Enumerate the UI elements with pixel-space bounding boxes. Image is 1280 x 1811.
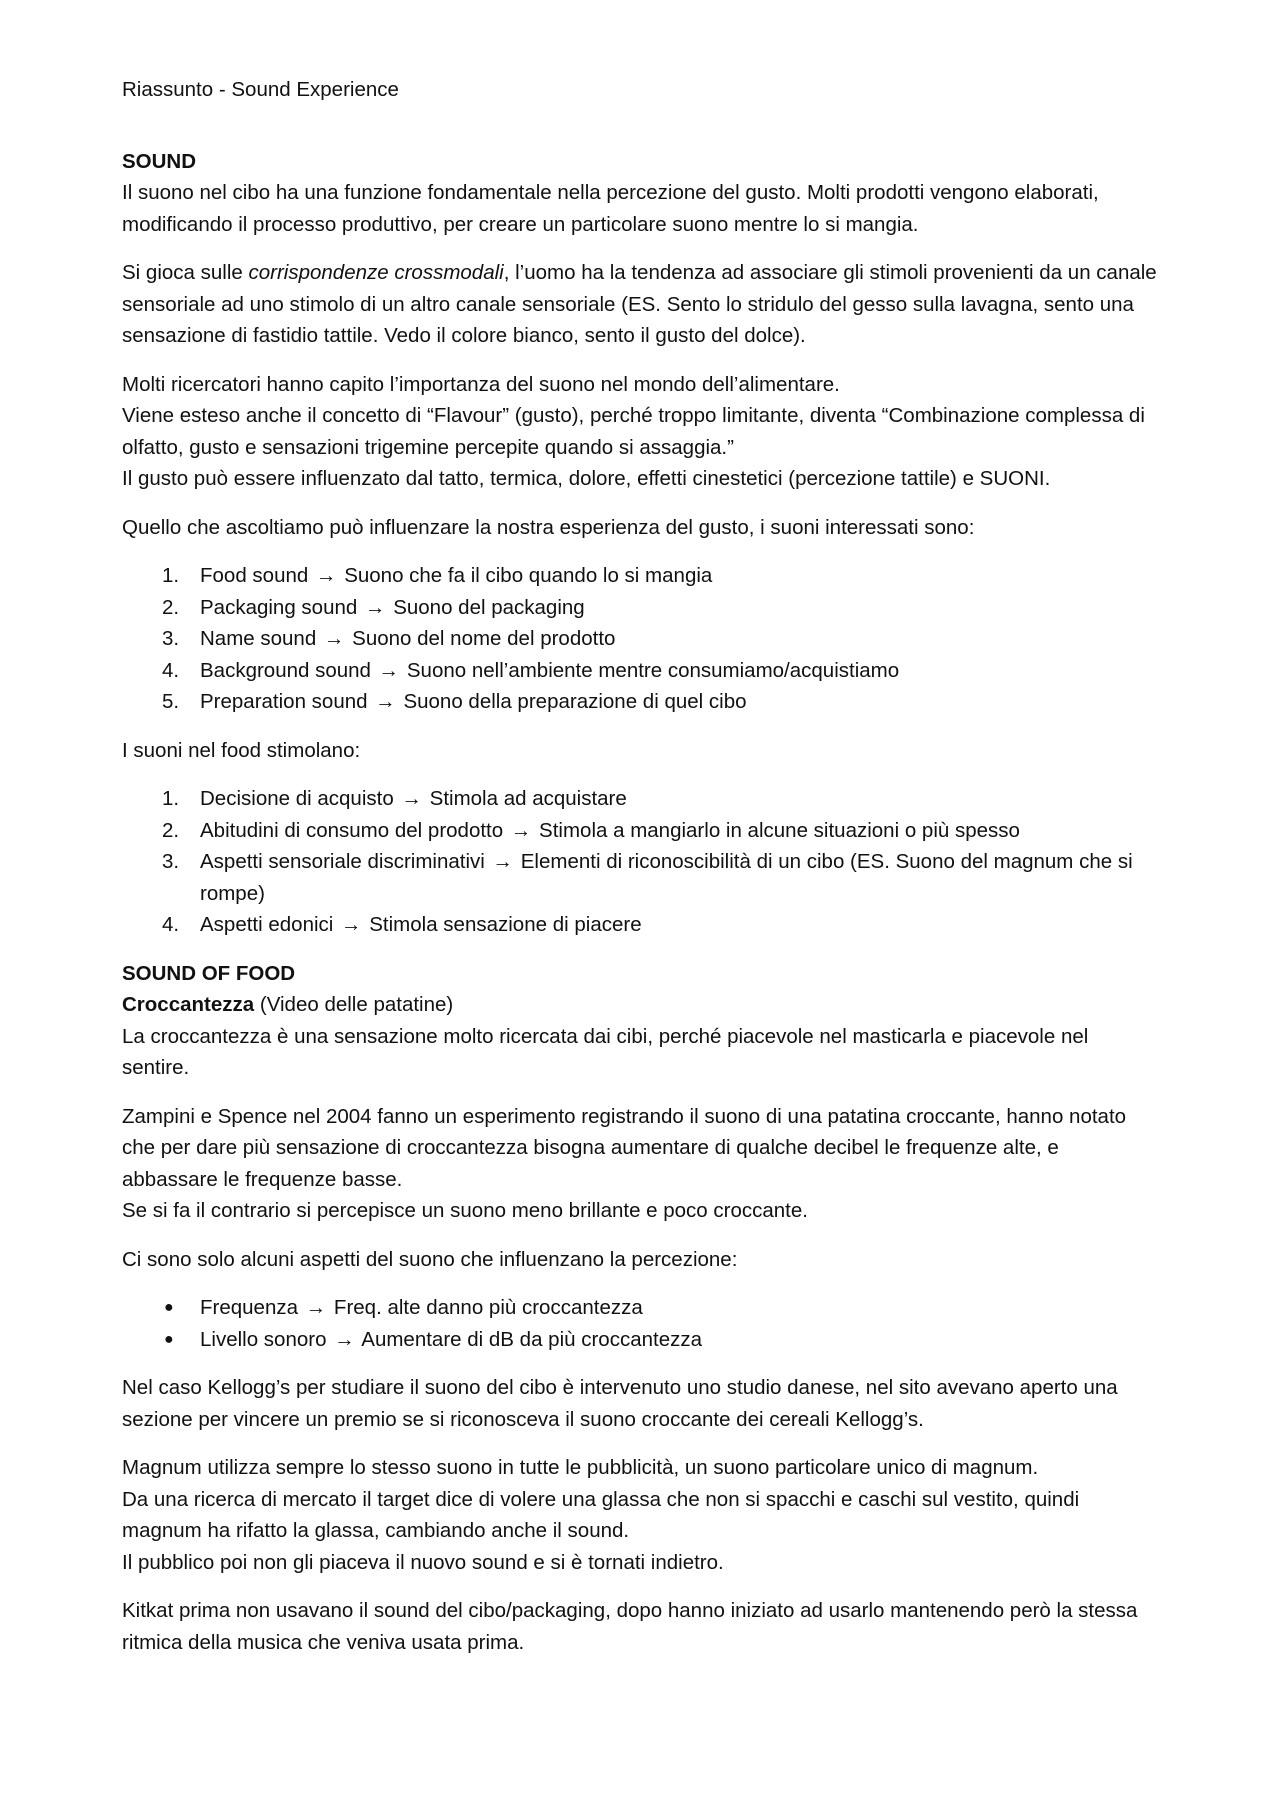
list-item (122, 686, 1158, 718)
arrow-right-icon: → (401, 787, 422, 810)
list-desc: Suono della preparazione di quel cibo (403, 690, 747, 713)
subheading-croccantezza (122, 989, 1158, 1021)
list-item (122, 655, 1158, 687)
arrow-right-icon: → (323, 627, 345, 650)
list-label: Packaging sound (200, 595, 358, 619)
bullet-icon: ● (164, 1330, 174, 1348)
paragraph: Quello che ascoltiamo può influenzare la nostra esperienza del gusto, i suoni interessati sono: (122, 515, 975, 539)
list-desc: Elementi di riconoscibilità di un cibo (ES. Suono del magnum che si rompe) (200, 850, 1133, 905)
text-line: Magnum utilizza sempre lo stesso suono in tutte le pubblicità, un suono particolare unico di magnum. (122, 1456, 1039, 1479)
list-number: 3. (162, 850, 180, 873)
list-desc: Suono del packaging (393, 595, 585, 619)
paragraph-crossmodal (122, 257, 1158, 352)
paragraph-kitkat: Kitkat prima non usavano il sound del cibo/packaging, dopo hanno iniziato ad usarlo mantenendo però la stessa ritmica della musica che veniva usata prima. (122, 1599, 1138, 1654)
list-item (122, 846, 1158, 909)
list-label: Food sound (200, 564, 309, 587)
arrow-right-icon: → (315, 564, 337, 587)
paragraph-magnum (122, 1452, 1158, 1578)
paragraph: La croccantezza è una sensazione molto ricercata dai cibi, perché piacevole nel masticarla e piacevole nel sentire. (122, 1024, 1089, 1079)
list-desc: Aumentare di dB da più croccantezza (361, 1327, 703, 1351)
text-line: Il pubblico poi non gli piaceva il nuovo sound e si è tornati indietro. (122, 1550, 724, 1574)
bullet-icon: ● (164, 1299, 174, 1316)
list-label: Background sound (200, 658, 371, 682)
list-desc: Stimola sensazione di piacere (369, 913, 642, 936)
emphasis-text: corrispondenze crossmodali (248, 261, 504, 284)
subheading-bold: Croccantezza (122, 993, 255, 1016)
list-number: 1. (162, 787, 180, 810)
numbered-list-stimuli (122, 783, 1158, 941)
list-label: Decisione di acquisto (200, 787, 394, 810)
text: , l’uomo ha la tendenza ad associare gli stimoli provenienti da un canale sensoriale ad uno stimolo di un altro canale sensoriale (ES. Sento lo stridulo del gesso sulla lavagna, sento una sensazione di fastidio tattile. Vedo il colore bianco, sento il gusto del dolce). (122, 261, 1157, 347)
text: Si gioca sulle (122, 261, 249, 284)
text-line: Molti ricercatori hanno capito l’importanza del suono nel mondo dell’alimentare. (122, 372, 840, 396)
list-desc: Suono del nome del prodotto (352, 627, 616, 650)
text-line: Zampini e Spence nel 2004 fanno un esperimento registrando il suono di una patatina croccante, hanno notato che per dare più sensazione di croccantezza bisogna aumentare di qualche decibel le frequenze alte, e abbassare le frequenze basse. (122, 1104, 1127, 1191)
list-item (122, 909, 1158, 941)
section-heading-sound-of-food: SOUND OF FOOD (122, 961, 296, 985)
paragraph: Il suono nel cibo ha una funzione fondamentale nella percezione del gusto. Molti prodotti vengono elaborati, modificando il processo produttivo, per creare un particolare suono mentre lo si mangia. (122, 181, 1099, 236)
arrow-right-icon: → (305, 1296, 327, 1319)
document-title: Riassunto - Sound Experience (122, 78, 399, 101)
section-sound-of-food (122, 958, 1158, 1659)
section-sound (122, 146, 1158, 941)
arrow-right-icon: → (375, 690, 396, 713)
list-number: 5. (162, 690, 180, 713)
list-item (122, 815, 1158, 847)
text-line: Il gusto può essere influenzato dal tatto, termica, dolore, effetti cinestetici (percezione tattile) e SUONI. (122, 467, 1051, 490)
bullet-list-aspects (122, 1292, 1158, 1355)
list-item (122, 783, 1158, 815)
list-label: Name sound (200, 627, 317, 650)
paragraph: Ci sono solo alcuni aspetti del suono che influenzano la percezione: (122, 1247, 738, 1271)
list-desc: Stimola a mangiarlo in alcune situazioni o più spesso (539, 818, 1020, 842)
list-item (122, 592, 1158, 624)
list-desc: Suono che fa il cibo quando lo si mangia (344, 564, 713, 587)
list-label: Preparation sound (200, 690, 368, 713)
list-number: 2. (162, 595, 180, 619)
paragraph-zampini (122, 1101, 1158, 1227)
list-label: Aspetti sensoriale discriminativi (200, 850, 485, 873)
subheading-note: (Video delle patatine) (254, 993, 454, 1016)
list-number: 4. (162, 913, 180, 936)
text-line: Viene esteso anche il concetto di “Flavour” (gusto), perché troppo limitante, diventa “Combinazione complessa di olfatto, gusto e sensazioni trigemine percepite quando si assaggia.” (122, 404, 1145, 459)
section-heading-sound: SOUND (122, 149, 197, 173)
list-label: Abitudini di consumo del prodotto (200, 818, 504, 842)
list-desc: Freq. alte danno più croccantezza (333, 1296, 643, 1319)
text-line: Se si fa il contrario si percepisce un suono meno brillante e poco croccante. (122, 1199, 808, 1222)
list-item (122, 1324, 1158, 1356)
arrow-right-icon: → (492, 850, 514, 873)
list-desc: Suono nell’ambiente mentre consumiamo/acquistiamo (406, 658, 900, 682)
arrow-right-icon: → (378, 658, 400, 682)
paragraph-kelloggs: Nel caso Kellogg’s per studiare il suono del cibo è intervenuto uno studio danese, nel sito avevano aperto una sezione per vincere un premio se si riconosceva il suono croccante dei cereali Kellogg’s. (122, 1376, 1118, 1431)
text-line: Da una ricerca di mercato il target dice di volere una glassa che non si spacchi e caschi sul vestito, quindi magnum ha rifatto la glassa, cambiando anche il sound. (122, 1487, 1080, 1542)
arrow-right-icon: → (365, 595, 386, 619)
list-label: Livello sonoro (200, 1327, 327, 1351)
list-label: Frequenza (200, 1296, 299, 1319)
list-number: 2. (162, 818, 180, 842)
list-label: Aspetti edonici (200, 913, 334, 936)
list-number: 4. (162, 658, 180, 682)
list-number: 3. (162, 627, 180, 650)
list-item (122, 560, 1158, 592)
list-item (122, 1292, 1158, 1324)
paragraph-flavour (122, 369, 1158, 495)
list-item (122, 623, 1158, 655)
list-number: 1. (162, 564, 180, 587)
paragraph: I suoni nel food stimolano: (122, 738, 361, 762)
list-desc: Stimola ad acquistare (429, 787, 627, 810)
numbered-list-sounds (122, 560, 1158, 718)
arrow-right-icon: → (334, 1327, 355, 1351)
arrow-right-icon: → (510, 818, 532, 842)
arrow-right-icon: → (341, 913, 362, 936)
